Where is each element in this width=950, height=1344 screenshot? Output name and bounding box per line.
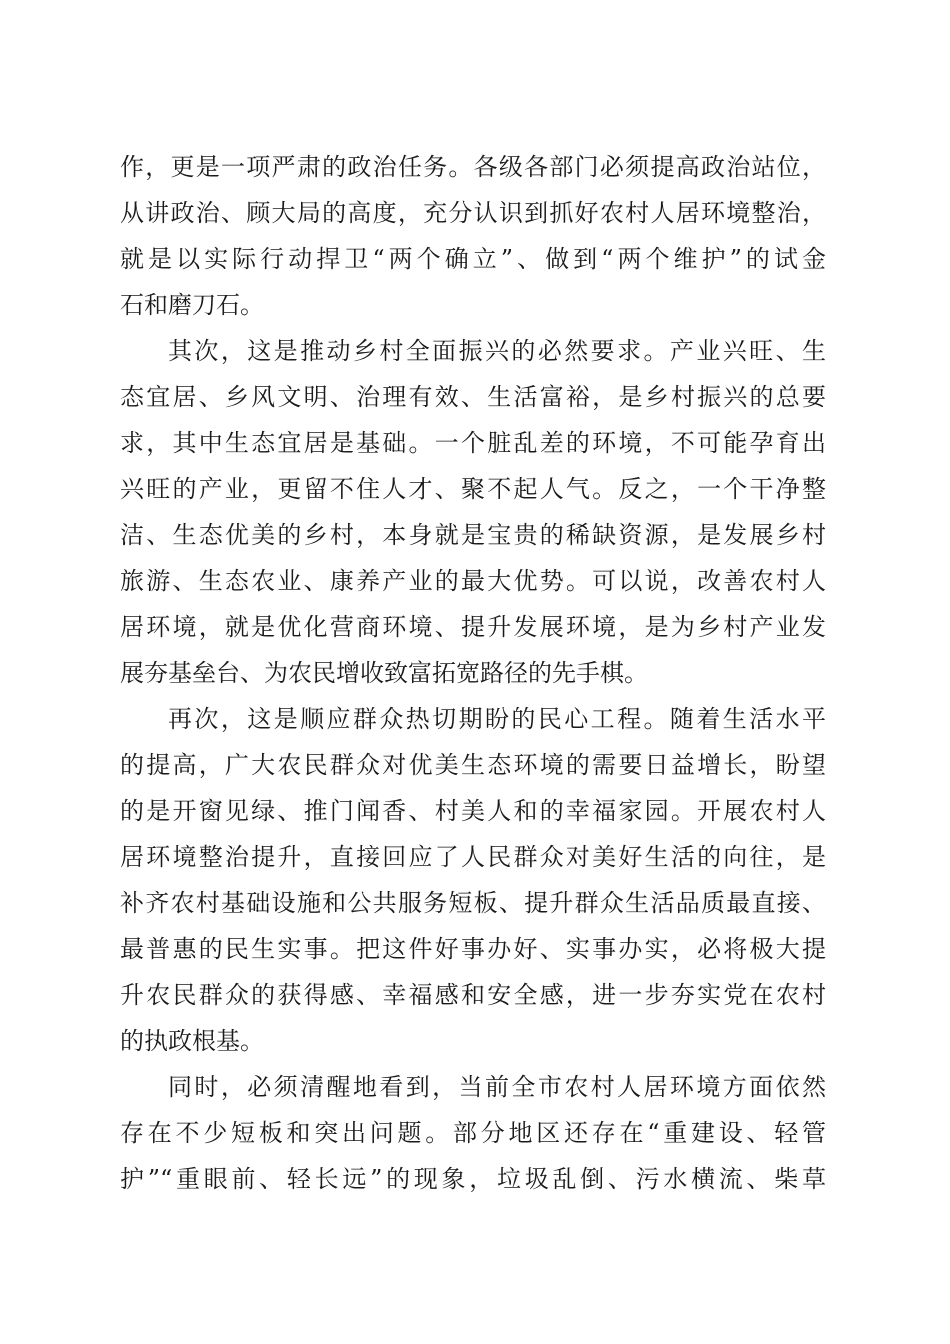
text-line: 就是以实际行动捍卫“两个确立”、做到“两个维护”的试金 (120, 245, 826, 273)
paragraph-start-line: 同时，必须清醒地看到，当前全市农村人居环境方面依然 (168, 1073, 826, 1101)
text-line: 洁、生态优美的乡村，本身就是宝贵的稀缺资源，是发展乡村 (120, 521, 826, 549)
text-line: 从讲政治、顾大局的高度，充分认识到抓好农村人居环境整治， (120, 199, 826, 227)
text-line: 石和磨刀石。 (120, 291, 264, 319)
text-line: 态宜居、乡风文明、治理有效、生活富裕，是乡村振兴的总要 (120, 383, 826, 411)
text-line: 的执政根基。 (120, 1027, 264, 1055)
text-line: 最普惠的民生实事。把这件好事办好、实事办实，必将极大提 (120, 935, 826, 963)
paragraph-start-line: 其次，这是推动乡村全面振兴的必然要求。产业兴旺、生 (168, 337, 826, 365)
text-line: 展夯基垒台、为农民增收致富拓宽路径的先手棋。 (120, 659, 648, 687)
text-line: 存在不少短板和突出问题。部分地区还存在“重建设、轻管 (120, 1119, 826, 1147)
text-line: 的是开窗见绿、推门闻香、村美人和的幸福家园。开展农村人 (120, 797, 826, 825)
text-line: 升农民群众的获得感、幸福感和安全感，进一步夯实党在农村 (120, 981, 826, 1009)
text-line: 旅游、生态农业、康养产业的最大优势。可以说，改善农村人 (120, 567, 826, 595)
text-line: 补齐农村基础设施和公共服务短板、提升群众生活品质最直接、 (120, 889, 826, 917)
text-line: 作，更是一项严肃的政治任务。各级各部门必须提高政治站位， (120, 153, 826, 181)
text-line: 居环境整治提升，直接回应了人民群众对美好生活的向往，是 (120, 843, 826, 871)
text-line: 的提高，广大农民群众对优美生态环境的需要日益增长，盼望 (120, 751, 826, 779)
text-line: 求，其中生态宜居是基础。一个脏乱差的环境，不可能孕育出 (120, 429, 826, 457)
text-line: 护”“重眼前、轻长远”的现象，垃圾乱倒、污水横流、柴草 (120, 1165, 826, 1193)
text-line: 居环境，就是优化营商环境、提升发展环境，是为乡村产业发 (120, 613, 826, 641)
paragraph-start-line: 再次，这是顺应群众热切期盼的民心工程。随着生活水平 (168, 705, 826, 733)
text-line: 兴旺的产业，更留不住人才、聚不起人气。反之，一个干净整 (120, 475, 826, 503)
document-body (120, 144, 826, 1202)
